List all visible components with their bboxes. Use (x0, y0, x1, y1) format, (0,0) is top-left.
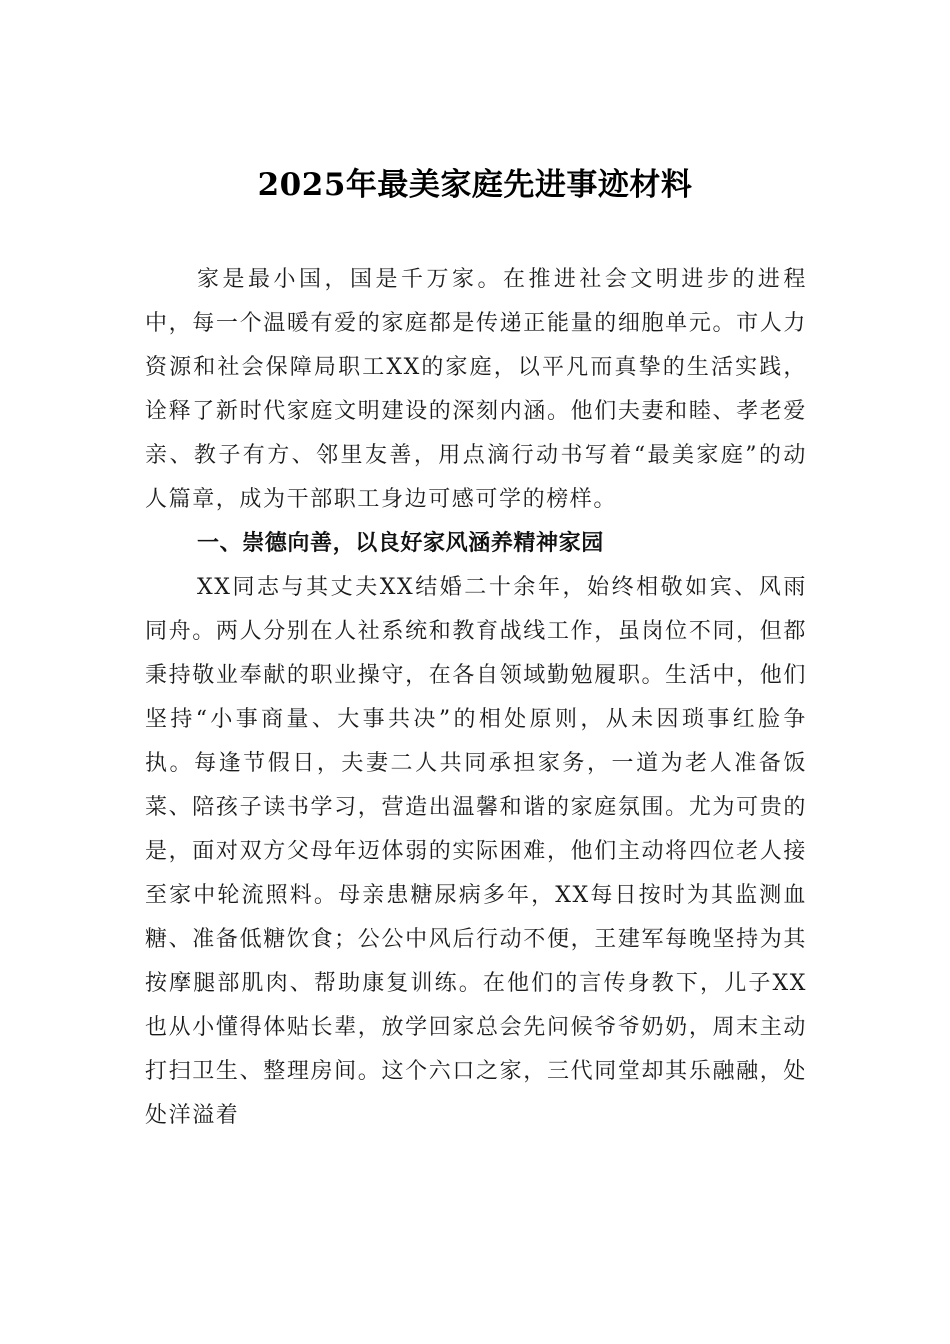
document-body (145, 258, 807, 1138)
intro-paragraph: 家是最小国，国是千万家。在推进社会文明进步的进程中，每一个温暖有爱的家庭都是传递正能量的细胞单元。市人力资源和社会保障局职工XX的家庭，以平凡而真挚的生活实践，诠释了新时代家庭文明建设的深刻内涵。他们夫妻和睦、孝老爱亲、教子有方、邻里友善，用点滴行动书写着“最美家庭”的动人篇章，成为干部职工身边可感可学的榜样。 (145, 267, 807, 512)
section-heading-1: 一、崇德向善，以良好家风涵养精神家园 (197, 531, 604, 556)
section-1-paragraph: XX同志与其丈夫XX结婚二十余年，始终相敬如宾、风雨同舟。两人分别在人社系统和教育战线工作，虽岗位不同，但都秉持敬业奉献的职业操守，在各自领域勤勉履职。生活中，他们坚持“小事商量、大事共决”的相处原则，从未因琐事红脸争执。每逢节假日，夫妻二人共同承担家务，一道为老人准备饭菜、陪孩子读书学习，营造出温馨和谐的家庭氛围。尤为可贵的是，面对双方父母年迈体弱的实际困难，他们主动将四位老人接至家中轮流照料。母亲患糖尿病多年，XX每日按时为其监测血糖、准备低糖饮食；公公中风后行动不便，王建军每晚坚持为其按摩腿部肌肉、帮助康复训练。在他们的言传身教下，儿子XX也从小懂得体贴长辈，放学回家总会先问候爷爷奶奶，周末主动打扫卫生、整理房间。这个六口之家，三代同堂却其乐融融，处处洋溢着 (145, 575, 807, 1128)
document-title: 2025年最美家庭先进事迹材料 (257, 167, 693, 203)
